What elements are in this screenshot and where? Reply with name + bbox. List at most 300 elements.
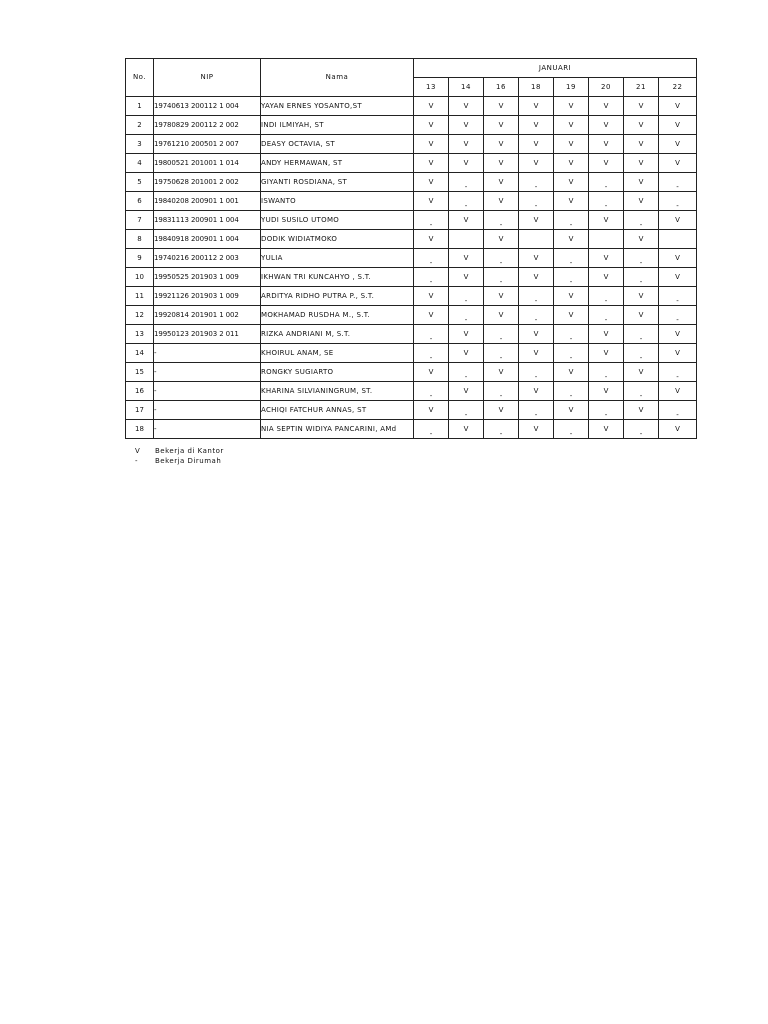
attendance-mark — [484, 97, 519, 116]
attendance-mark-value: - — [464, 296, 468, 305]
attendance-mark — [414, 173, 449, 192]
attendance-mark — [484, 420, 519, 439]
row-name: KHOIRUL ANAM, SE — [261, 344, 414, 363]
table-row — [126, 135, 697, 154]
attendance-mark — [519, 401, 554, 420]
attendance-mark-value: - — [639, 277, 643, 286]
attendance-mark — [624, 97, 659, 116]
attendance-mark-value: - — [464, 182, 468, 191]
attendance-mark-value: V — [428, 234, 434, 243]
attendance-mark — [519, 306, 554, 325]
attendance-mark-value: - — [429, 353, 433, 362]
attendance-mark — [589, 344, 624, 363]
attendance-mark — [659, 363, 697, 382]
attendance-mark — [624, 135, 659, 154]
attendance-mark-value: V — [533, 120, 539, 129]
attendance-mark-value: - — [604, 201, 608, 210]
row-name: YUDI SUSILO UTOMO — [261, 211, 414, 230]
row-nip: - — [154, 401, 261, 420]
attendance-mark — [484, 344, 519, 363]
row-nip: - — [154, 420, 261, 439]
attendance-mark-value: V — [498, 158, 504, 167]
attendance-mark — [589, 363, 624, 382]
attendance-mark-value: V — [428, 139, 434, 148]
attendance-mark — [449, 325, 484, 344]
row-name: ISWANTO — [261, 192, 414, 211]
attendance-mark — [554, 173, 589, 192]
attendance-mark-value: V — [675, 101, 680, 110]
attendance-mark-value: V — [498, 196, 504, 205]
attendance-mark-value: V — [638, 177, 644, 186]
attendance-mark — [484, 211, 519, 230]
attendance-mark-value: V — [498, 310, 504, 319]
attendance-mark — [484, 325, 519, 344]
row-number: 13 — [126, 325, 154, 344]
attendance-mark — [554, 401, 589, 420]
attendance-mark-value: V — [533, 158, 539, 167]
attendance-mark — [519, 116, 554, 135]
attendance-mark — [589, 287, 624, 306]
attendance-mark-value: - — [676, 182, 679, 191]
attendance-mark — [554, 420, 589, 439]
table-row — [126, 116, 697, 135]
attendance-mark-value: - — [534, 296, 538, 305]
legend-label: Bekerja Dirumah — [155, 457, 222, 465]
attendance-mark — [449, 363, 484, 382]
row-nip: 19921126 201903 1 009 — [154, 287, 261, 306]
row-name: DEASY OCTAVIA, ST — [261, 135, 414, 154]
attendance-mark — [589, 135, 624, 154]
attendance-mark — [554, 306, 589, 325]
legend-label: Bekerja di Kantor — [155, 447, 224, 455]
attendance-mark — [659, 401, 697, 420]
attendance-mark — [484, 116, 519, 135]
attendance-mark — [659, 154, 697, 173]
attendance-mark-value: V — [675, 215, 680, 224]
attendance-mark-value: - — [569, 277, 573, 286]
attendance-mark — [449, 173, 484, 192]
attendance-mark-value: - — [534, 182, 538, 191]
row-number: 16 — [126, 382, 154, 401]
table-row — [126, 249, 697, 268]
row-nip: 19800521 201001 1 014 — [154, 154, 261, 173]
attendance-mark-value: V — [463, 386, 469, 395]
attendance-mark-value: - — [429, 429, 433, 438]
attendance-mark — [519, 211, 554, 230]
attendance-mark-value: V — [533, 348, 539, 357]
attendance-mark — [624, 211, 659, 230]
attendance-mark — [659, 173, 697, 192]
attendance-mark — [484, 401, 519, 420]
attendance-mark-value: V — [463, 348, 469, 357]
attendance-mark-value: V — [568, 177, 574, 186]
attendance-mark-value: V — [675, 386, 680, 395]
attendance-mark — [414, 382, 449, 401]
row-number: 1 — [126, 97, 154, 116]
row-name: ARDITYA RIDHO PUTRA P., S.T. — [261, 287, 414, 306]
attendance-mark-value: - — [429, 391, 433, 400]
attendance-mark-value: - — [534, 315, 538, 324]
attendance-mark — [449, 249, 484, 268]
row-nip: 19950123 201903 2 011 — [154, 325, 261, 344]
attendance-mark — [414, 268, 449, 287]
row-number: 2 — [126, 116, 154, 135]
row-number: 8 — [126, 230, 154, 249]
legend-symbol: V — [135, 447, 141, 455]
attendance-mark — [554, 211, 589, 230]
table-row — [126, 211, 697, 230]
table-row — [126, 287, 697, 306]
attendance-mark — [659, 192, 697, 211]
attendance-mark-value: - — [604, 296, 608, 305]
attendance-mark — [414, 420, 449, 439]
attendance-mark-value: - — [569, 334, 573, 343]
attendance-mark-value: V — [428, 158, 434, 167]
attendance-mark — [449, 382, 484, 401]
attendance-mark-value: V — [463, 215, 469, 224]
attendance-mark-value: - — [499, 353, 503, 362]
attendance-mark-value: V — [533, 272, 539, 281]
attendance-mark — [624, 344, 659, 363]
header-month: JANUARI — [414, 59, 697, 78]
attendance-mark-value: - — [499, 429, 503, 438]
attendance-mark-value: V — [568, 101, 574, 110]
attendance-mark — [449, 344, 484, 363]
row-nip: 19840208 200901 1 001 — [154, 192, 261, 211]
attendance-mark — [659, 382, 697, 401]
attendance-mark — [449, 116, 484, 135]
attendance-mark-value: V — [428, 101, 434, 110]
attendance-mark — [519, 230, 554, 249]
row-number: 10 — [126, 268, 154, 287]
attendance-mark — [414, 154, 449, 173]
row-nip: - — [154, 344, 261, 363]
header-day: 14 — [449, 78, 484, 97]
attendance-mark-value: - — [464, 410, 468, 419]
attendance-mark-value: V — [428, 196, 434, 205]
attendance-mark-value: V — [533, 215, 539, 224]
attendance-mark — [659, 97, 697, 116]
row-name: IKHWAN TRI KUNCAHYO , S.T. — [261, 268, 414, 287]
attendance-mark — [414, 249, 449, 268]
attendance-mark-value: V — [603, 424, 609, 433]
attendance-mark — [659, 344, 697, 363]
row-number: 7 — [126, 211, 154, 230]
attendance-mark — [414, 325, 449, 344]
row-number: 6 — [126, 192, 154, 211]
attendance-mark — [414, 192, 449, 211]
table-row — [126, 230, 697, 249]
attendance-mark — [624, 154, 659, 173]
row-name: RONGKY SUGIARTO — [261, 363, 414, 382]
legend-item-office — [135, 446, 224, 456]
attendance-mark-value: - — [464, 315, 468, 324]
attendance-mark — [449, 287, 484, 306]
attendance-mark-value: V — [498, 120, 504, 129]
row-name: DODIK WIDIATMOKO — [261, 230, 414, 249]
header-day: 13 — [414, 78, 449, 97]
attendance-mark-value: - — [676, 201, 679, 210]
attendance-mark-value: - — [676, 315, 679, 324]
attendance-mark-value: V — [638, 405, 644, 414]
attendance-mark-value: V — [675, 272, 680, 281]
attendance-mark — [554, 287, 589, 306]
attendance-mark — [624, 306, 659, 325]
table-row — [126, 420, 697, 439]
attendance-mark-value: - — [429, 220, 433, 229]
attendance-mark — [554, 154, 589, 173]
attendance-mark — [659, 325, 697, 344]
attendance-mark-value: V — [498, 101, 504, 110]
header-day: 16 — [484, 78, 519, 97]
attendance-mark-value: - — [604, 410, 608, 419]
attendance-mark-value: V — [638, 196, 644, 205]
attendance-mark — [589, 401, 624, 420]
attendance-mark — [554, 116, 589, 135]
row-nip: 19750628 201001 2 002 — [154, 173, 261, 192]
row-name: YULIA — [261, 249, 414, 268]
attendance-mark — [554, 363, 589, 382]
attendance-mark — [554, 230, 589, 249]
row-nip: 19761210 200501 2 007 — [154, 135, 261, 154]
attendance-mark-value: V — [603, 215, 609, 224]
attendance-mark — [414, 344, 449, 363]
attendance-mark-value: V — [533, 329, 539, 338]
attendance-mark — [484, 306, 519, 325]
attendance-mark-value: V — [603, 272, 609, 281]
row-name: NIA SEPTIN WIDIYA PANCARINI, AMd — [261, 420, 414, 439]
attendance-mark-value: V — [638, 139, 644, 148]
attendance-mark-value: - — [639, 353, 643, 362]
attendance-mark — [624, 363, 659, 382]
attendance-mark — [414, 306, 449, 325]
attendance-mark — [624, 173, 659, 192]
attendance-mark — [659, 116, 697, 135]
row-nip: 19740613 200112 1 004 — [154, 97, 261, 116]
attendance-mark-value: V — [533, 253, 539, 262]
attendance-mark-value: V — [638, 158, 644, 167]
attendance-mark-value: V — [498, 291, 504, 300]
row-number: 14 — [126, 344, 154, 363]
attendance-mark-value: V — [603, 329, 609, 338]
attendance-mark-value: V — [568, 158, 574, 167]
attendance-mark-value: - — [569, 429, 573, 438]
attendance-mark-value: V — [603, 139, 609, 148]
attendance-mark — [519, 325, 554, 344]
attendance-mark-value: V — [638, 310, 644, 319]
attendance-mark — [624, 325, 659, 344]
attendance-mark — [414, 135, 449, 154]
attendance-mark — [554, 268, 589, 287]
row-name: KHARINA SILVIANINGRUM, ST. — [261, 382, 414, 401]
attendance-mark — [659, 135, 697, 154]
table-row — [126, 173, 697, 192]
attendance-mark — [519, 268, 554, 287]
attendance-mark — [484, 230, 519, 249]
attendance-mark-value: - — [499, 258, 503, 267]
attendance-mark — [659, 306, 697, 325]
attendance-mark-value: V — [638, 367, 644, 376]
attendance-mark-value: V — [568, 139, 574, 148]
attendance-mark-value: V — [533, 386, 539, 395]
attendance-mark-value: V — [568, 367, 574, 376]
row-number: 12 — [126, 306, 154, 325]
attendance-mark-value: V — [638, 234, 644, 243]
table-row — [126, 268, 697, 287]
attendance-mark-value: V — [568, 405, 574, 414]
attendance-mark-value: V — [498, 367, 504, 376]
attendance-mark-value: V — [463, 139, 469, 148]
attendance-mark — [624, 268, 659, 287]
row-number: 9 — [126, 249, 154, 268]
attendance-mark — [589, 382, 624, 401]
attendance-mark — [624, 287, 659, 306]
attendance-mark-value: - — [499, 277, 503, 286]
row-nip: 19740216 200112 2 003 — [154, 249, 261, 268]
attendance-mark — [589, 325, 624, 344]
attendance-mark — [589, 192, 624, 211]
attendance-mark — [484, 173, 519, 192]
attendance-mark-value: V — [568, 291, 574, 300]
attendance-mark — [519, 249, 554, 268]
attendance-mark-value: - — [676, 410, 679, 419]
attendance-mark-value: V — [675, 348, 680, 357]
attendance-mark — [624, 230, 659, 249]
attendance-mark-value: - — [499, 334, 503, 343]
attendance-mark-value: V — [428, 291, 434, 300]
attendance-mark — [519, 363, 554, 382]
attendance-mark-value: V — [675, 139, 680, 148]
attendance-mark-value: V — [463, 272, 469, 281]
attendance-mark — [414, 363, 449, 382]
attendance-mark — [624, 420, 659, 439]
attendance-mark-value: V — [568, 234, 574, 243]
attendance-mark-value: - — [604, 182, 608, 191]
attendance-mark-value: V — [498, 139, 504, 148]
attendance-mark-value: V — [603, 253, 609, 262]
attendance-mark — [554, 344, 589, 363]
attendance-mark-value: V — [603, 158, 609, 167]
attendance-mark — [624, 192, 659, 211]
attendance-mark-value: V — [675, 158, 680, 167]
attendance-mark-value: V — [638, 120, 644, 129]
attendance-mark-value: V — [463, 101, 469, 110]
row-number: 11 — [126, 287, 154, 306]
row-number: 5 — [126, 173, 154, 192]
table-row — [126, 306, 697, 325]
attendance-mark-value: V — [533, 101, 539, 110]
header-nama: Nama — [261, 59, 414, 97]
attendance-mark — [449, 401, 484, 420]
attendance-mark — [659, 230, 697, 249]
attendance-mark-value: - — [639, 391, 643, 400]
table-row — [126, 97, 697, 116]
attendance-mark — [554, 135, 589, 154]
row-name: YAYAN ERNES YOSANTO,ST — [261, 97, 414, 116]
attendance-mark — [589, 306, 624, 325]
attendance-mark — [519, 154, 554, 173]
attendance-mark — [554, 382, 589, 401]
attendance-mark — [554, 192, 589, 211]
attendance-mark — [519, 287, 554, 306]
row-name: RIZKA ANDRIANI M, S.T. — [261, 325, 414, 344]
attendance-mark-value: V — [428, 310, 434, 319]
attendance-mark — [484, 135, 519, 154]
attendance-mark — [519, 135, 554, 154]
legend — [135, 446, 224, 466]
attendance-mark — [659, 287, 697, 306]
attendance-mark-value: - — [569, 391, 573, 400]
attendance-mark-value: V — [463, 120, 469, 129]
attendance-mark — [414, 97, 449, 116]
legend-item-home — [135, 456, 224, 466]
attendance-mark — [554, 249, 589, 268]
legend-symbol: - — [135, 457, 139, 465]
attendance-mark — [449, 211, 484, 230]
table-row — [126, 363, 697, 382]
attendance-mark-value: - — [429, 277, 433, 286]
attendance-mark-value: V — [568, 120, 574, 129]
attendance-mark-value: - — [676, 296, 679, 305]
attendance-mark — [449, 420, 484, 439]
table-row — [126, 382, 697, 401]
attendance-mark — [449, 192, 484, 211]
attendance-mark-value: V — [603, 348, 609, 357]
row-number: 18 — [126, 420, 154, 439]
attendance-mark-value: V — [463, 253, 469, 262]
attendance-mark — [449, 268, 484, 287]
attendance-mark — [659, 249, 697, 268]
header-day: 20 — [589, 78, 624, 97]
attendance-mark — [414, 287, 449, 306]
attendance-mark-value: - — [569, 258, 573, 267]
attendance-mark-value: V — [638, 291, 644, 300]
attendance-mark-value: - — [429, 258, 433, 267]
attendance-mark-value: V — [675, 424, 680, 433]
attendance-mark — [589, 97, 624, 116]
header-day: 22 — [659, 78, 697, 97]
attendance-mark-value: - — [639, 220, 643, 229]
attendance-mark — [624, 249, 659, 268]
attendance-mark-value: V — [463, 329, 469, 338]
table-row — [126, 154, 697, 173]
attendance-mark — [414, 401, 449, 420]
header-nip: NIP — [154, 59, 261, 97]
attendance-mark — [519, 420, 554, 439]
table-row — [126, 401, 697, 420]
attendance-mark-value: V — [463, 424, 469, 433]
attendance-mark — [624, 401, 659, 420]
attendance-mark-value: V — [498, 234, 504, 243]
row-name: GIYANTI ROSDIANA, ST — [261, 173, 414, 192]
attendance-table — [125, 58, 697, 439]
table-row — [126, 344, 697, 363]
attendance-mark — [484, 154, 519, 173]
row-nip: - — [154, 363, 261, 382]
attendance-mark-value: V — [568, 196, 574, 205]
attendance-mark — [449, 135, 484, 154]
attendance-mark-value: V — [428, 367, 434, 376]
attendance-mark-value: - — [464, 201, 468, 210]
attendance-mark — [589, 249, 624, 268]
attendance-mark-value: V — [675, 120, 680, 129]
attendance-mark-value: V — [638, 101, 644, 110]
header-day: 19 — [554, 78, 589, 97]
row-nip: 19950525 201903 1 009 — [154, 268, 261, 287]
attendance-mark-value: - — [676, 372, 679, 381]
attendance-mark-value: V — [568, 310, 574, 319]
attendance-mark-value: - — [639, 334, 643, 343]
